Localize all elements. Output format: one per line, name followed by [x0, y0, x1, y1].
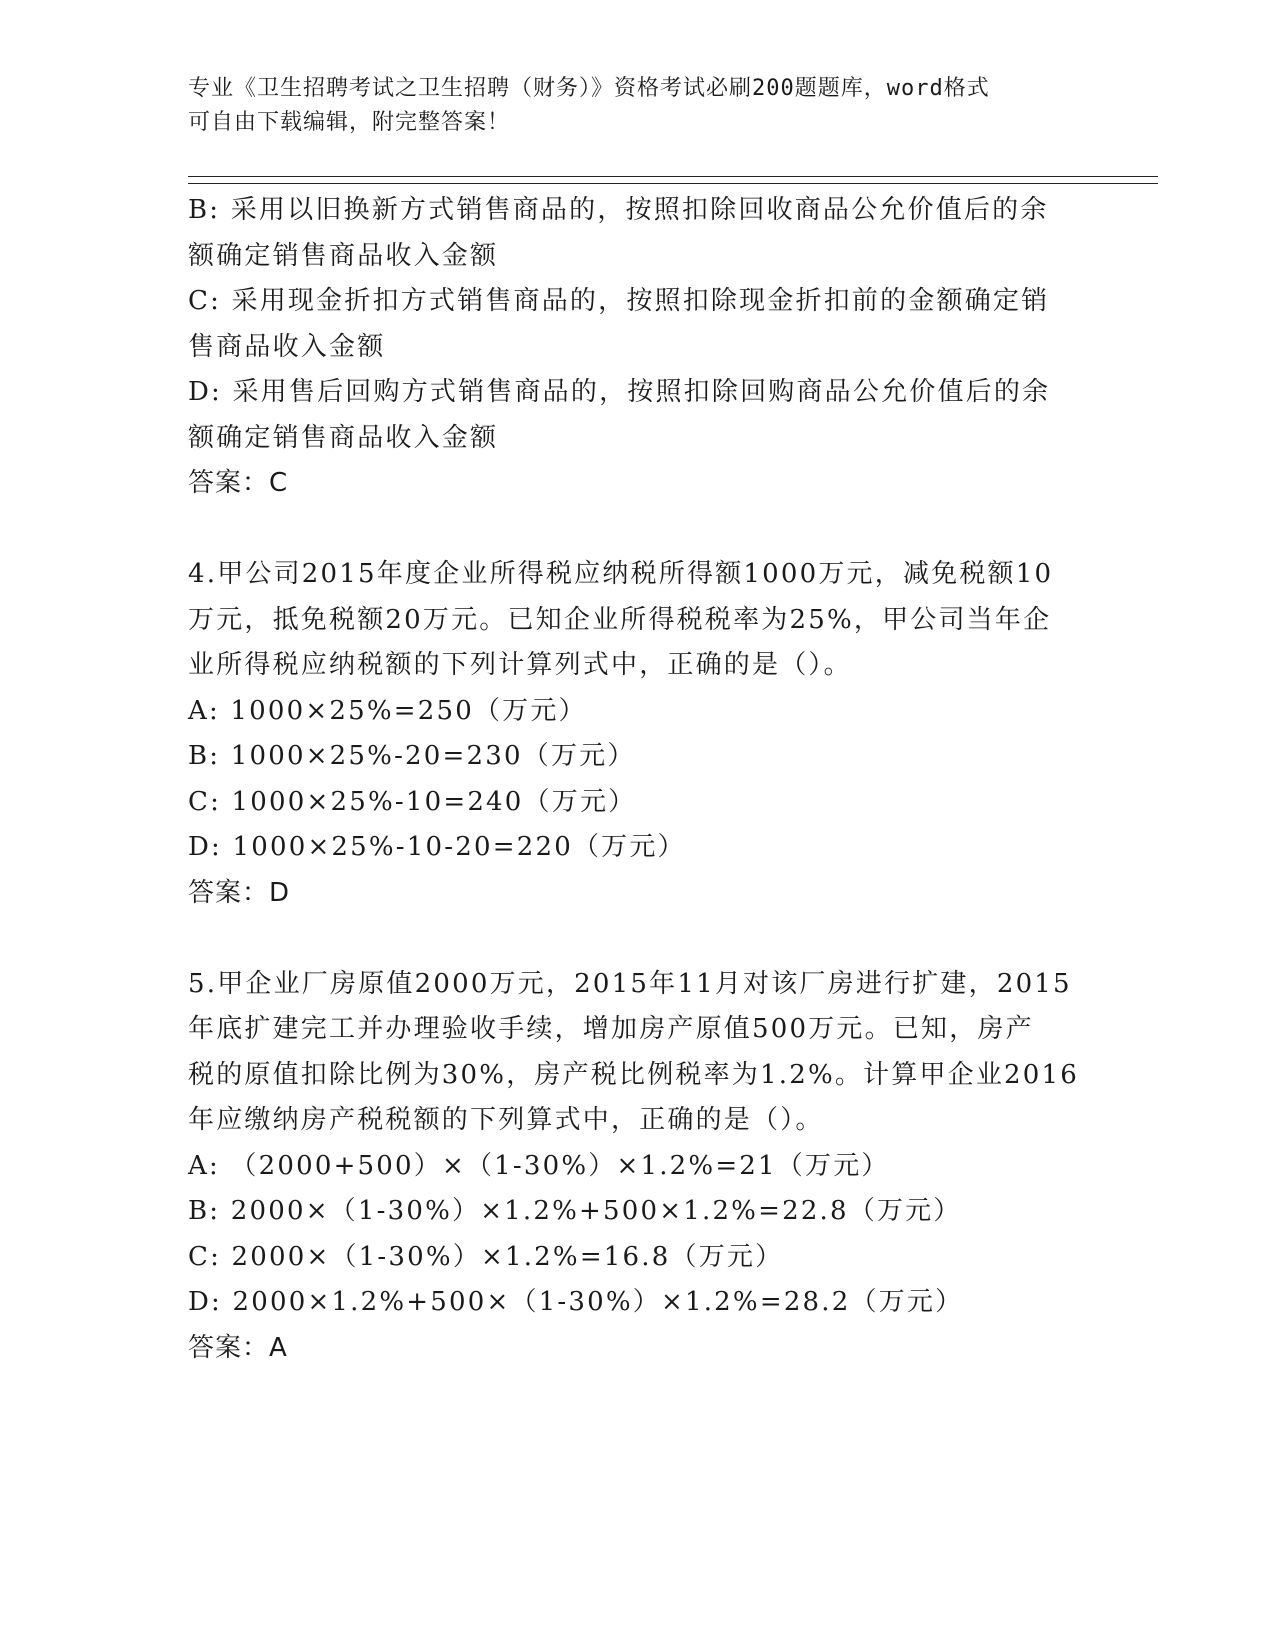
q3-option-d-line-1: D: 采用售后回购方式销售商品的，按照扣除回购商品公允价值后的余	[188, 377, 1051, 407]
q4-answer: 答案：D	[188, 877, 291, 908]
spacer	[188, 916, 1073, 962]
q5-option-c: C: 2000×（1-30%）×1.2%=16.8（万元）	[188, 1241, 784, 1272]
q5-option-d: D: 2000×1.2%+500×（1-30%）×1.2%=28.2（万元）	[188, 1287, 964, 1317]
q4-stem-line-3: 业所得税应纳税额的下列计算列式中，正确的是（）。	[188, 650, 852, 680]
document-body	[188, 188, 1080, 1371]
q5-stem-line-3: 税的原值扣除比例为30%，房产税比例税率为1.2%。计算甲企业2016	[188, 1059, 1080, 1090]
question-4	[188, 552, 1073, 916]
spacer	[188, 507, 1073, 553]
header-line-2: 可自由下载编辑，附完整答案！	[188, 110, 511, 135]
q5-option-a: A: （2000+500）×（1-30%）×1.2%=21（万元）	[188, 1150, 890, 1181]
q3-option-b-line-2: 额确定销售商品收入金额	[188, 240, 499, 271]
document-header	[188, 72, 1068, 140]
q3-option-c-line-2: 售商品收入金额	[188, 331, 386, 362]
q4-option-a: A: 1000×25%=250（万元）	[188, 695, 587, 726]
q4-option-c: C: 1000×25%-10=240（万元）	[188, 786, 637, 817]
q5-stem-line-4: 年应缴纳房产税税额的下列算式中，正确的是（）。	[188, 1105, 824, 1135]
q3-option-b-line-1: B: 采用以旧换新方式销售商品的，按照扣除回收商品公允价值后的余	[188, 195, 1049, 225]
q3-option-c-line-1: C: 采用现金折扣方式销售商品的，按照扣除现金折扣前的金额确定销	[188, 286, 1050, 316]
header-divider	[188, 176, 1158, 184]
q5-stem-line-2: 年底扩建完工并办理验收手续，增加房产原值500万元。已知，房产	[188, 1014, 1034, 1044]
q5-option-b: B: 2000×（1-30%）×1.2%+500×1.2%=22.8（万元）	[188, 1196, 962, 1226]
q3-answer: 答案：C	[188, 468, 289, 498]
header-line-1: 专业《卫生招聘考试之卫生招聘（财务）》资格考试必刷200题题库，word格式	[188, 76, 990, 101]
q4-stem-line-1: 4.甲公司2015年度企业所得税应纳税所得额1000万元，减免税额10	[188, 559, 1054, 589]
q4-stem-line-2: 万元，抵免税额20万元。已知企业所得税税率为25%，甲公司当年企	[188, 604, 1052, 635]
q3-option-d-line-2: 额确定销售商品收入金额	[188, 422, 499, 453]
q5-answer: 答案：A	[188, 1332, 288, 1363]
q4-option-d: D: 1000×25%-10-20=220（万元）	[188, 832, 686, 862]
q5-stem-line-1: 5.甲企业厂房原值2000万元，2015年11月对该厂房进行扩建，2015	[188, 968, 1072, 999]
question-3-options	[188, 188, 1073, 507]
q4-option-b: B: 1000×25%-20=230（万元）	[188, 741, 636, 771]
question-5	[188, 962, 1080, 1372]
